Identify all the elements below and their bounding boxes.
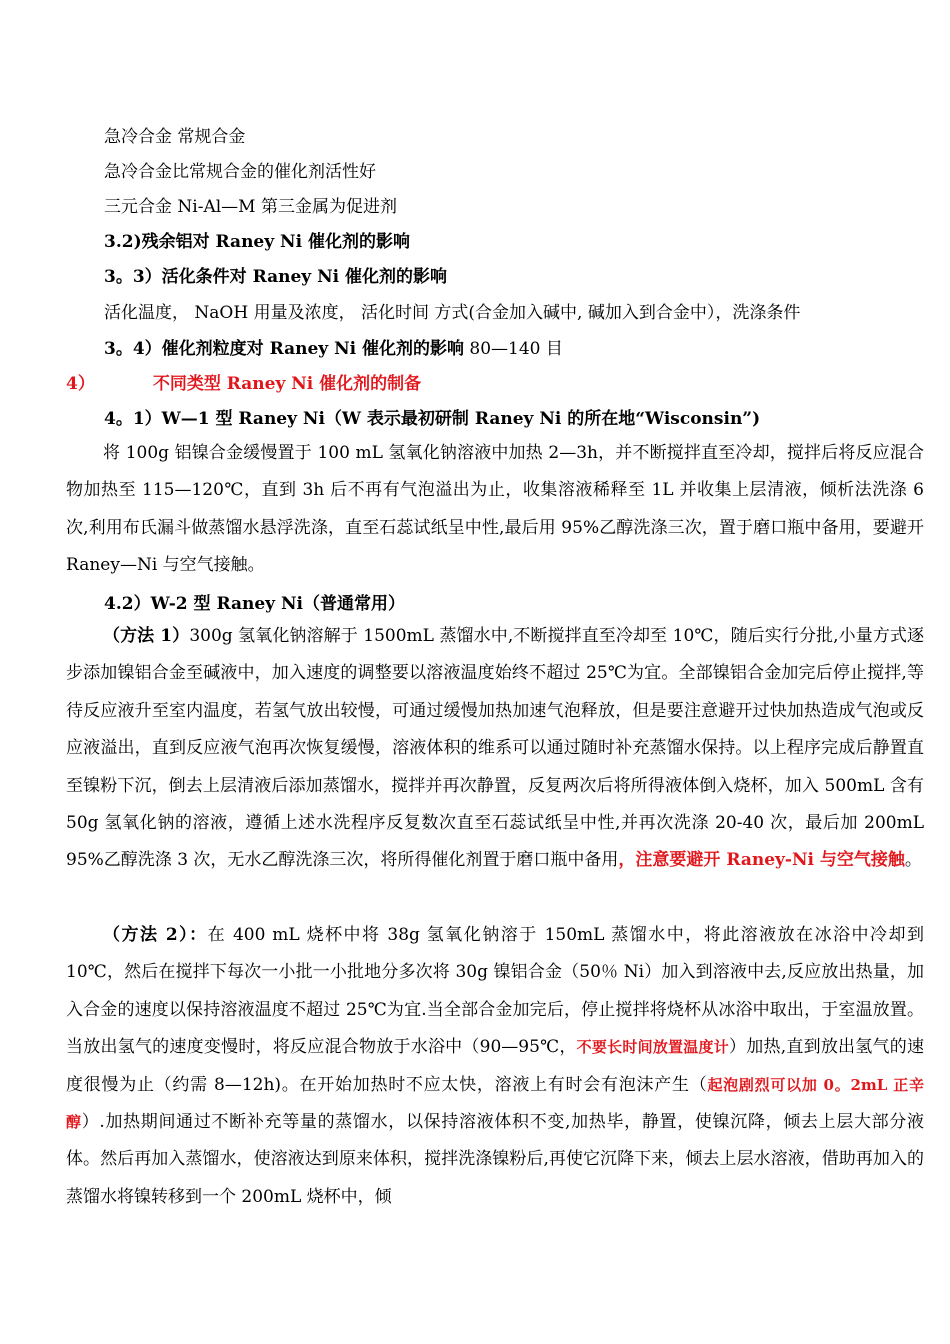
- paragraph-method-2: [66, 917, 924, 1216]
- method-label: （方法 1）: [103, 626, 190, 646]
- method-text: 300g 氢氧化钠溶解于 1500mL 蒸馏水中,不断搅拌直至冷却至 10℃，随后实行分批,小量方式逐步添加镍铝合金至碱液中，加入速度的调整要以溶液温度始终不超过 25℃为宜。全部镍铝合金加完后停止搅拌,等待反应液升至室内温度，若氢气放出较慢，可通过缓慢加热加速气泡释放，但是要注意避开过快加热造成气泡或反应液溢出，直到反应液气泡再次恢复缓慢，溶液体积的维系可以通过随时补充蒸馏水保持。以上程序完成后静置直至镍粉下沉，倒去上层清液后添加蒸馏水，搅拌并再次静置，反复两次后将所得液体倒入烧杯，加入 500mL 含有 50g 氢氧化钠的溶液，遵循上述水洗程序反复数次直至石蕊试纸呈中性,并再次洗涤 20-40 次，最后加 200mL 95%乙醇洗涤 3 次，无水乙醇洗涤三次，将所得催化剂置于磨口瓶中备用: [66, 626, 925, 871]
- method-text: ）加热,直到放出氢气的速度很慢为止（约需 8—12h)。在开始加热时不应太快，溶液上有时会有泡沫产生（: [66, 1037, 924, 1095]
- text-line: 急冷合金 常规合金: [104, 127, 246, 147]
- paragraph-w1: 将 100g 铝镍合金缓慢置于 100 mL 氢氧化钠溶液中加热 2—3h，并不断搅拌直至冷却，搅拌后将反应混合物加热至 115—120℃，直到 3h 后不再有气泡溢出为止，收集溶液稀释至 1L 并收集上层清液，倾析法洗涤 6 次,利用布氏漏斗做蒸馏水悬浮洗涤，直至石蕊试纸呈中性,最后用 95%乙醇洗涤三次，置于磨口瓶中备用，要避开 Raney—Ni 与空气接触。: [66, 443, 924, 576]
- text-line: 活化温度， NaOH 用量及浓度， 活化时间 方式(合金加入碱中, 碱加入到合金中），洗涤条件: [104, 303, 801, 323]
- warning-text: 不要长时间放置温度计: [576, 1038, 729, 1057]
- subsection-heading: 4。1）W—1 型 Raney Ni（W 表示最初研制 Raney Ni 的所在地“Wisconsin”): [104, 409, 761, 429]
- method-label: （方法 2）：: [103, 925, 208, 945]
- section-heading: 3。3）活化条件对 Raney Ni 催化剂的影响: [104, 267, 447, 287]
- section-heading: 3。4）催化剂粒度对 Raney Ni 催化剂的影响: [104, 339, 464, 359]
- warning-text: 起泡剧烈可以加 0。2mL 正辛醇: [66, 1075, 924, 1132]
- text-line: 三元合金 Ni-Al—M 第三金属为促进剂: [104, 197, 397, 217]
- section-heading: 3.2)残余铝对 Raney Ni 催化剂的影响: [104, 232, 410, 252]
- mesh-range: 80—140 目: [464, 339, 563, 359]
- section-title: 不同类型 Raney Ni 催化剂的制备: [152, 374, 422, 394]
- red-section-heading: [66, 373, 421, 395]
- period: 。: [904, 850, 922, 871]
- method-text: ）.加热期间通过不断补充等量的蒸馏水，以保持溶液体积不变,加热毕，静置，使镍沉降，倾去上层大部分液体。然后再加入蒸馏水，使溶液达到原来体积，搅拌洗涤镍粉后,再使它沉降下来，倾去上层水溶液，借助再加入的蒸馏水将镍转移到一个 200mL 烧杯中，倾: [66, 1112, 924, 1207]
- method-text: 在 400 mL 烧杯中将 38g 氢氧化钠溶于 150mL 蒸馏水中，将此溶液放在冰浴中冷却到 10℃，然后在搅拌下每次一小批一小批地分多次将 30g 镍铝合金（50％ Ni）加入到溶液中去,反应放出热量，加入合金的速度以保持溶液温度不超过 25℃为宜.当全部合金加完后，停止搅拌将烧杯从冰浴中取出，于室温放置。当放出氢气的速度变慢时，将反应混合物放于水浴中（90—95℃，: [66, 925, 924, 1058]
- text-line: 急冷合金比常规合金的催化剂活性好: [104, 162, 376, 182]
- section-heading-line: [104, 338, 563, 360]
- section-number: 4）: [66, 374, 95, 394]
- subsection-heading: 4.2）W-2 型 Raney Ni（普通常用）: [104, 594, 405, 614]
- warning-text: ，注意要避开 Raney-Ni 与空气接触: [618, 850, 905, 871]
- paragraph-method-1: [66, 618, 924, 880]
